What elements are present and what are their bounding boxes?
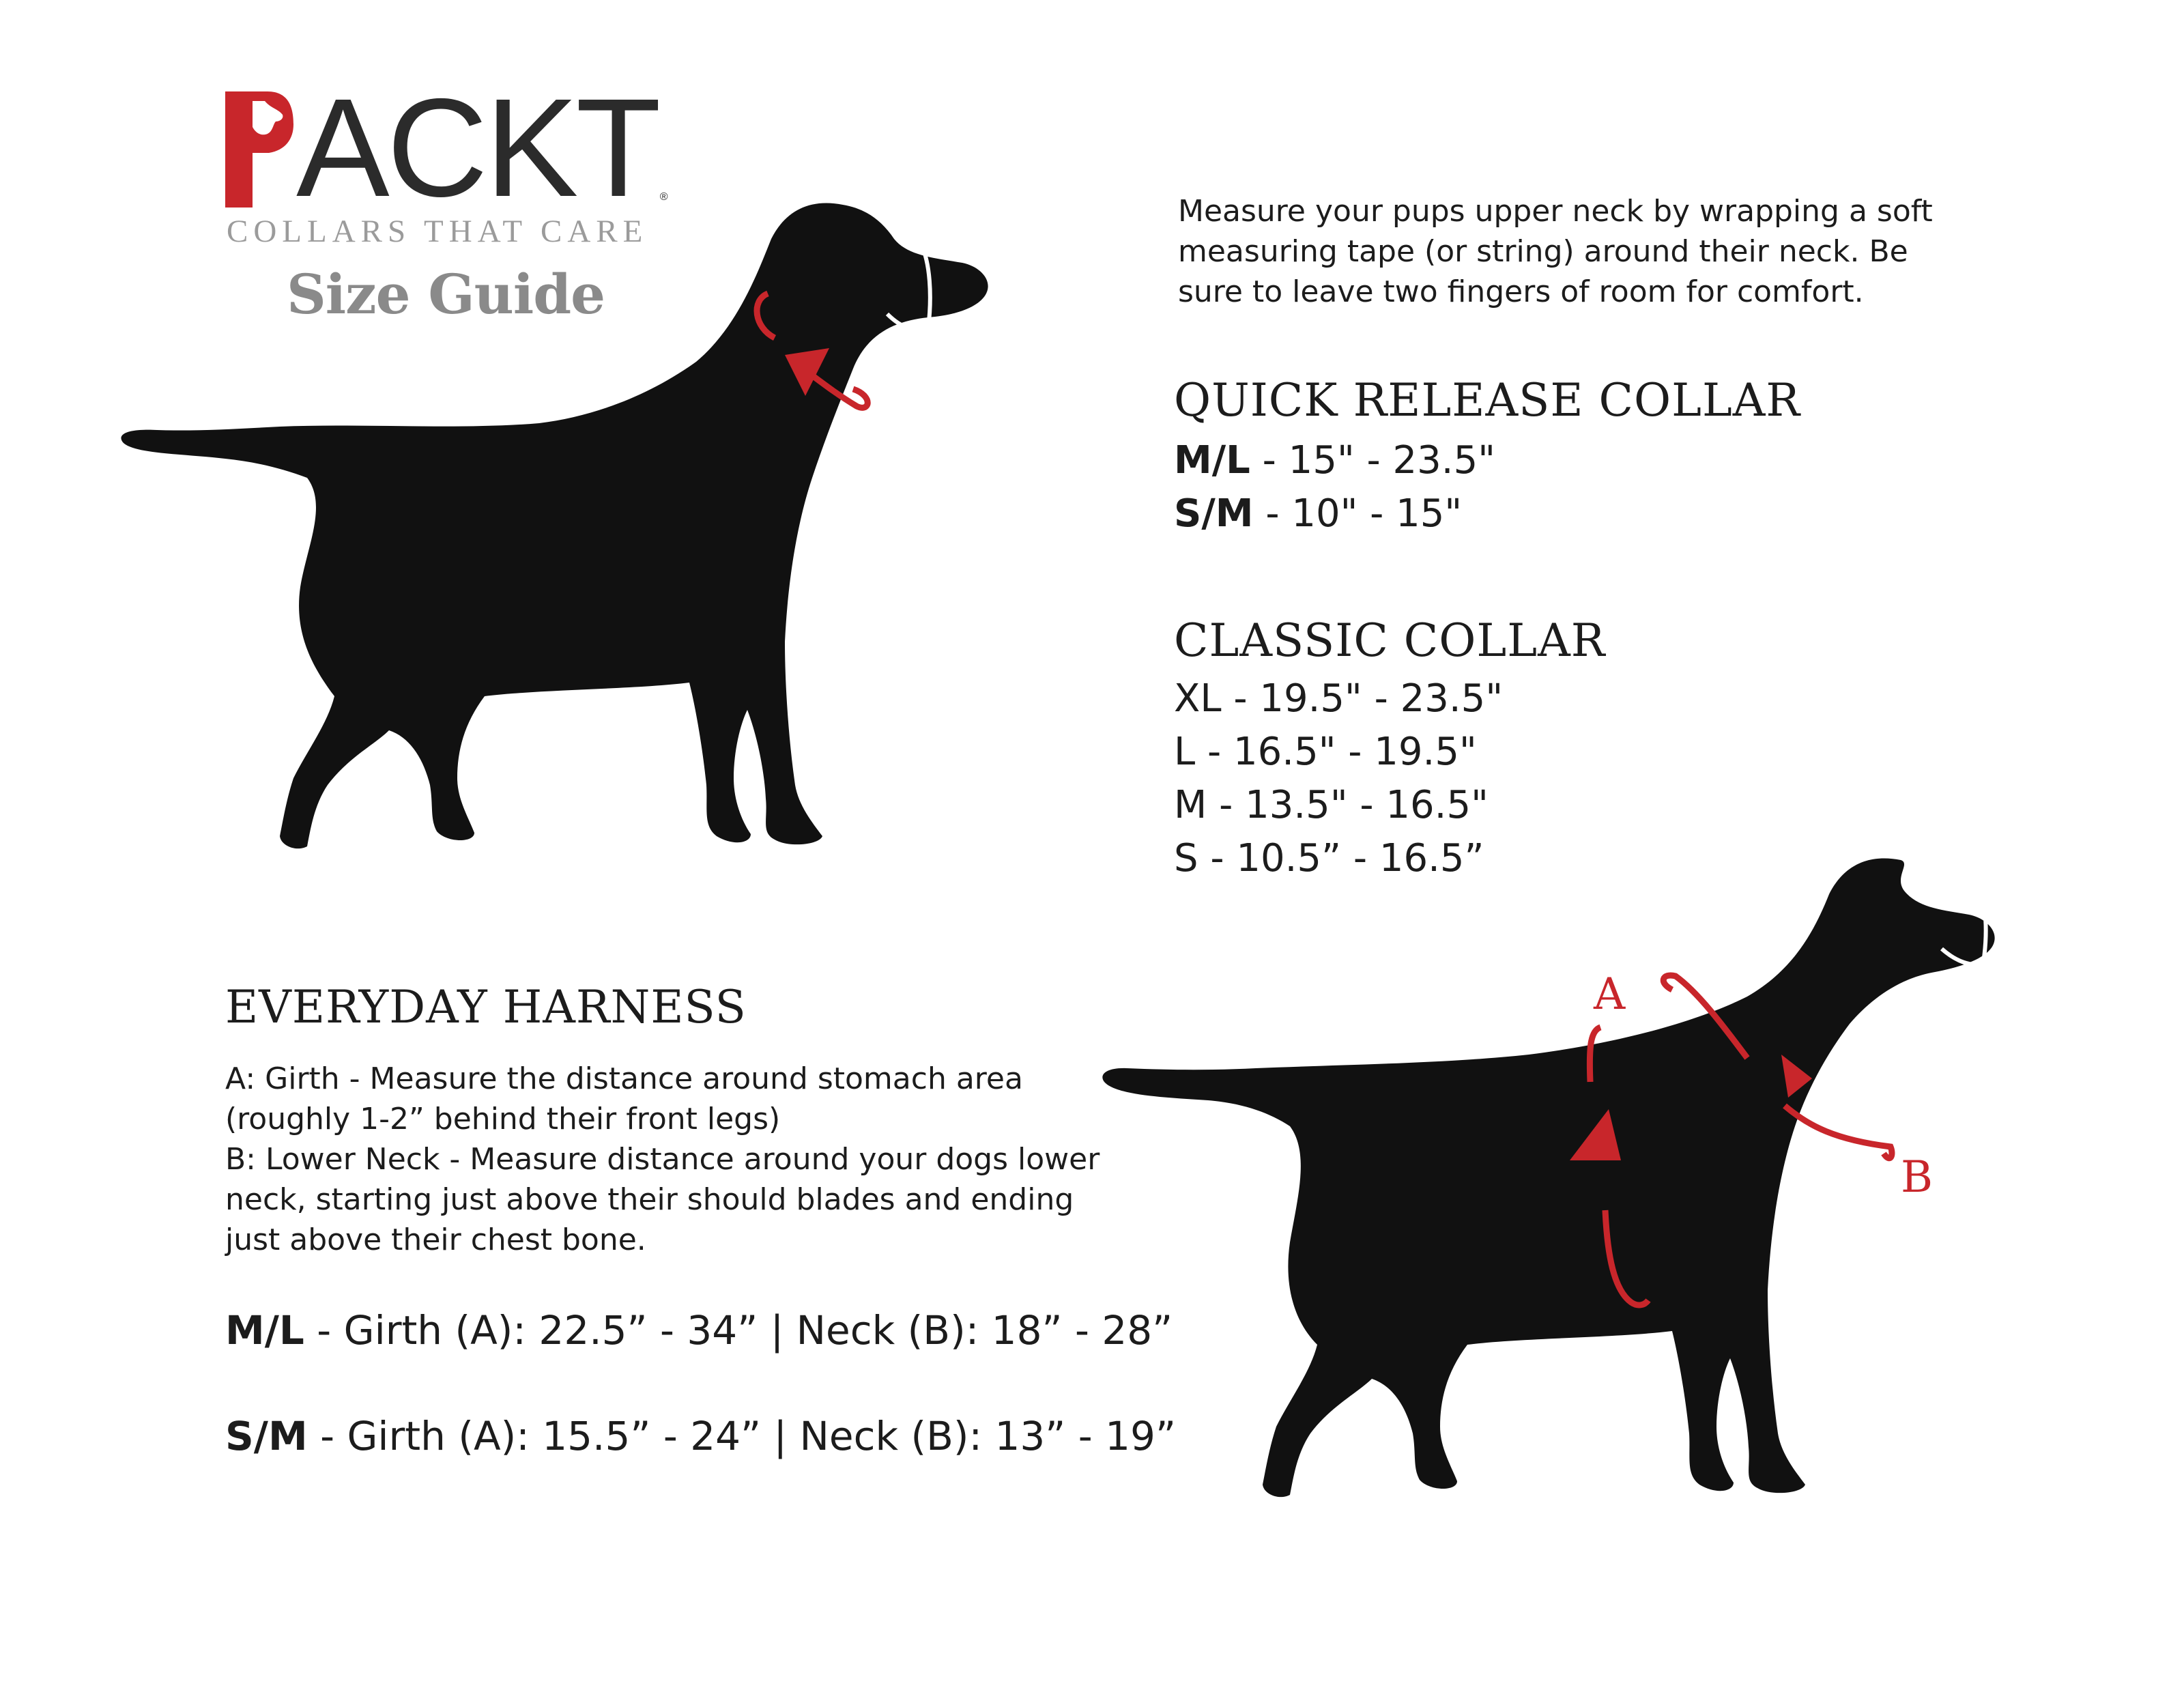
- instruction-line: neck, starting just above their should blades and ending: [225, 1182, 1074, 1217]
- logo-p-dog-icon: [225, 91, 293, 208]
- classic-collar-heading: CLASSIC COLLAR: [1174, 614, 1606, 667]
- size-row: L - 16.5" - 19.5": [1174, 730, 1477, 774]
- logo-text: ACKT: [296, 70, 659, 226]
- instruction-line: just above their chest bone.: [225, 1222, 646, 1257]
- registered-mark: ®: [659, 191, 668, 203]
- size-label: S/M: [1174, 491, 1254, 536]
- dog-silhouette-collar: [102, 191, 1058, 942]
- instruction-line: B: Lower Neck - Measure distance around your dogs lower: [225, 1142, 1100, 1177]
- size-range: - 15" - 23.5": [1250, 438, 1495, 483]
- size-row: XL - 19.5" - 23.5": [1174, 676, 1504, 721]
- instruction-line: (roughly 1-2” behind their front legs): [225, 1102, 781, 1136]
- quick-release-sizes: [1174, 434, 1495, 541]
- size-detail: - Girth (A): 22.5” - 34” | Neck (B): 18” - 28”: [304, 1307, 1173, 1354]
- neck-marker-b: B: [1901, 1152, 1934, 1203]
- girth-marker-a: A: [1594, 969, 1626, 1020]
- size-detail: - Girth (A): 15.5” - 24” | Neck (B): 13” - 19”: [307, 1413, 1177, 1459]
- size-row: [1174, 487, 1495, 541]
- size-label: S/M: [225, 1413, 308, 1459]
- intro-instructions: Measure your pups upper neck by wrapping a soft measuring tape (or string) around their neck. Be sure to leave two fingers of room for comfort.: [1178, 194, 1933, 309]
- harness-size-row: [225, 1413, 1176, 1459]
- page-title: Size Guide: [287, 262, 605, 326]
- size-row: [1174, 434, 1495, 487]
- tagline: COLLARS THAT CARE: [227, 214, 648, 249]
- dog-silhouette-harness: [1092, 846, 2082, 1529]
- size-row: S - 10.5” - 16.5”: [1174, 836, 1484, 881]
- harness-instructions: [225, 1059, 1167, 1260]
- size-row: M - 13.5" - 16.5": [1174, 783, 1489, 827]
- instruction-line: A: Girth - Measure the distance around stomach area: [225, 1061, 1023, 1096]
- size-range: - 10" - 15": [1253, 491, 1463, 536]
- everyday-harness-heading: EVERYDAY HARNESS: [225, 981, 747, 1033]
- size-label: M/L: [225, 1307, 304, 1354]
- quick-release-heading: QUICK RELEASE COLLAR: [1174, 374, 1801, 427]
- size-label: M/L: [1174, 438, 1250, 483]
- harness-size-row: [225, 1307, 1173, 1354]
